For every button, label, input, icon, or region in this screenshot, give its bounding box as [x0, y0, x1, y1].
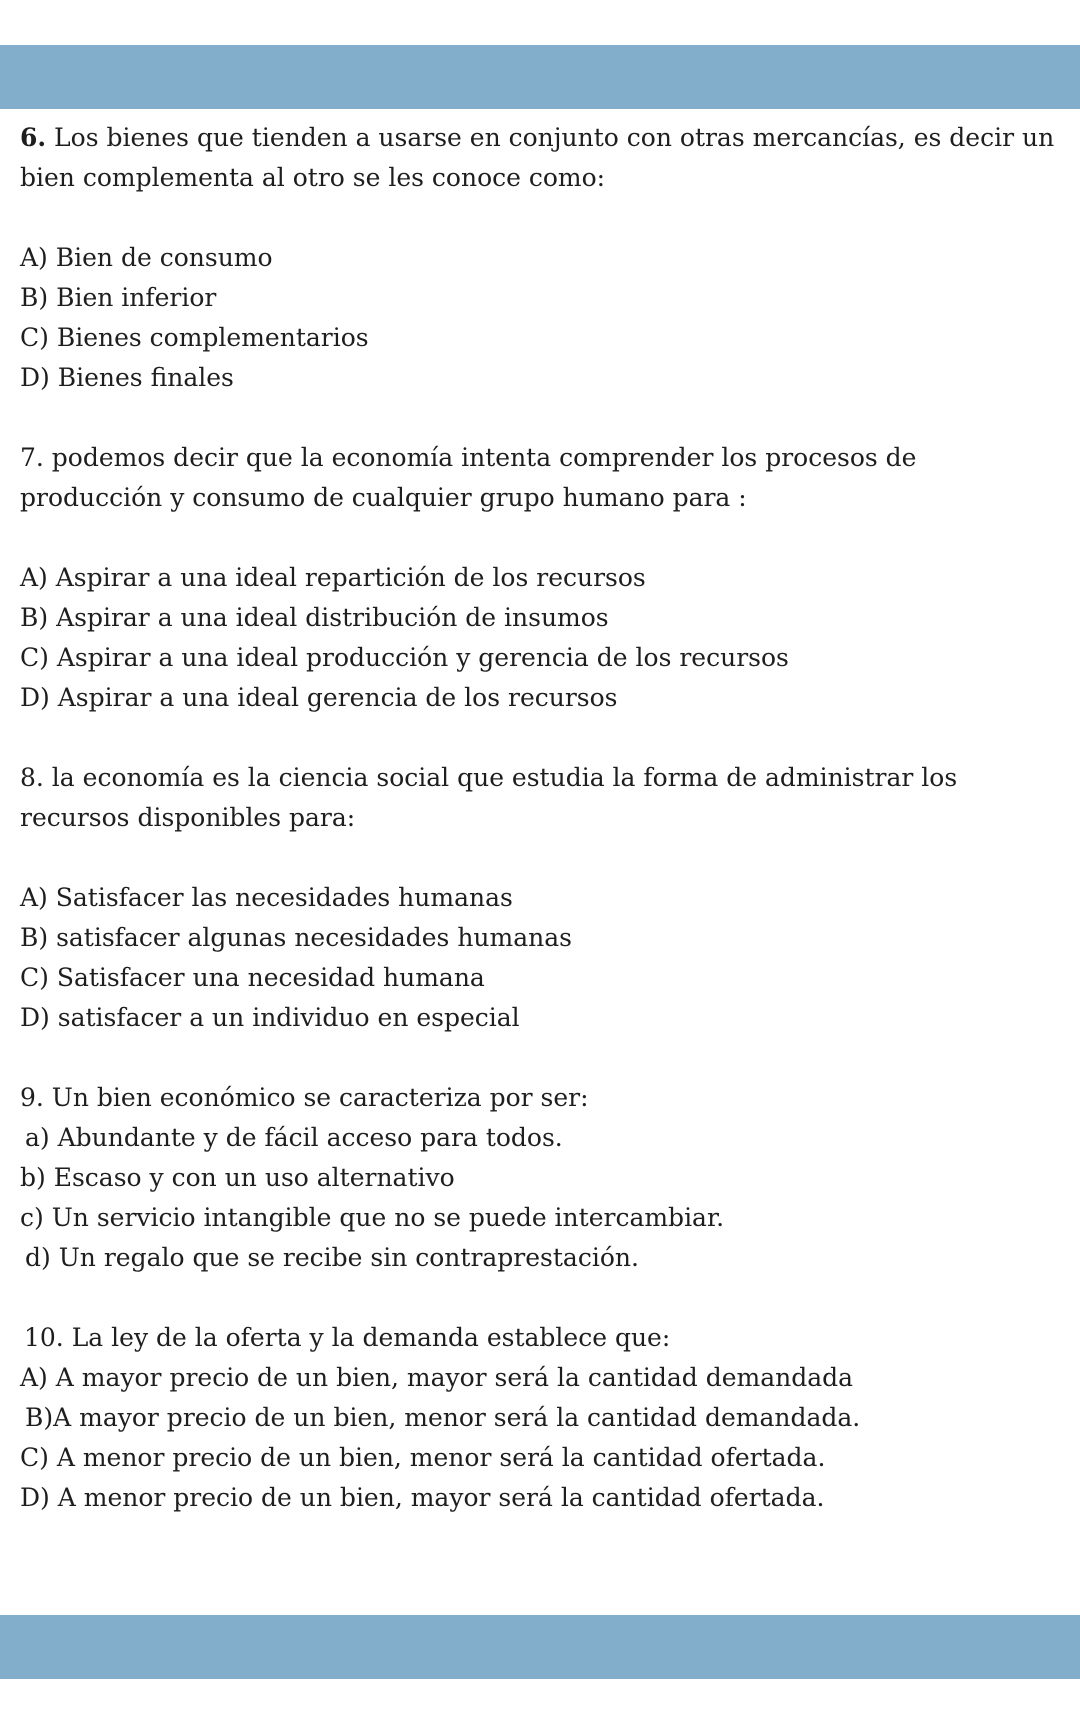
question-6-text — [20, 118, 1065, 198]
question-9-option-b: b) Escaso y con un uso alternativo — [20, 1163, 455, 1192]
question-7-option-a: A) Aspirar a una ideal repartición de los recursos — [20, 563, 646, 592]
question-7 — [20, 438, 1065, 718]
quiz-content — [20, 118, 1065, 1518]
question-10 — [20, 1318, 1065, 1518]
bottom-decorative-band — [0, 1615, 1080, 1679]
question-7-option-d: D) Aspirar a una ideal gerencia de los recursos — [20, 683, 618, 712]
question-8-option-d: D) satisfacer a un individuo en especial — [20, 1003, 520, 1032]
question-7-text: 7. podemos decir que la economía intenta comprender los procesos de producción y consumo de cualquier grupo humano para : — [20, 443, 917, 512]
top-decorative-band — [0, 45, 1080, 109]
question-9 — [20, 1078, 1065, 1278]
question-9-option-a: a) Abundante y de fácil acceso para todos. — [25, 1123, 563, 1152]
question-10-option-b: B)A mayor precio de un bien, menor será la cantidad demandada. — [25, 1403, 861, 1432]
question-6-option-c: C) Bienes complementarios — [20, 323, 369, 352]
question-10-text: 10. La ley de la oferta y la demanda establece que: — [24, 1323, 671, 1352]
question-6-body: Los bienes que tienden a usarse en conjunto con otras mercancías, es decir un bien complementa al otro se les conoce como: — [20, 123, 1055, 192]
question-8-option-b: B) satisfacer algunas necesidades humanas — [20, 923, 572, 952]
question-6-option-b: B) Bien inferior — [20, 283, 217, 312]
question-9-option-d: d) Un regalo que se recibe sin contraprestación. — [25, 1243, 639, 1272]
question-7-option-c: C) Aspirar a una ideal producción y gerencia de los recursos — [20, 643, 789, 672]
question-10-option-c: C) A menor precio de un bien, menor será la cantidad ofertada. — [20, 1443, 826, 1472]
question-8-text: 8. la economía es la ciencia social que estudia la forma de administrar los recursos disponibles para: — [20, 763, 958, 832]
question-8-option-a: A) Satisfacer las necesidades humanas — [20, 883, 513, 912]
question-6-number: 6. — [20, 123, 47, 152]
question-7-option-b: B) Aspirar a una ideal distribución de insumos — [20, 603, 609, 632]
question-6-option-a: A) Bien de consumo — [20, 243, 273, 272]
question-8 — [20, 758, 1065, 1038]
question-9-option-c: c) Un servicio intangible que no se puede intercambiar. — [20, 1203, 725, 1232]
question-8-option-c: C) Satisfacer una necesidad humana — [20, 963, 485, 992]
question-6-option-d: D) Bienes finales — [20, 363, 234, 392]
question-9-text: 9. Un bien económico se caracteriza por ser: — [20, 1083, 589, 1112]
question-6 — [20, 118, 1065, 398]
question-10-option-a: A) A mayor precio de un bien, mayor será la cantidad demandada — [20, 1363, 854, 1392]
question-10-option-d: D) A menor precio de un bien, mayor será la cantidad ofertada. — [20, 1483, 825, 1512]
